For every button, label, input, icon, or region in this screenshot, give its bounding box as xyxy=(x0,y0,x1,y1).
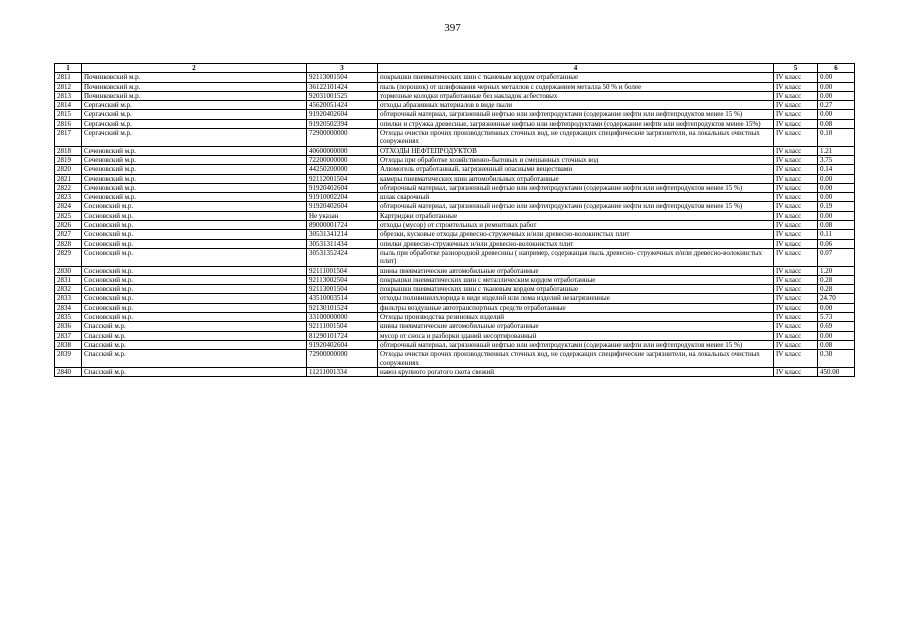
waste-code: 92113001504 xyxy=(307,285,378,294)
district-name: Починковский м.р. xyxy=(82,91,307,100)
waste-code: 92031001525 xyxy=(307,91,378,100)
row-number: 2833 xyxy=(55,294,82,303)
district-name: Сосновский м.р. xyxy=(82,266,307,275)
amount: 0.07 xyxy=(818,248,855,266)
amount: 0.00 xyxy=(818,73,855,82)
amount: 450.00 xyxy=(818,367,855,376)
hazard-class: IV класс xyxy=(774,73,818,82)
waste-table xyxy=(54,63,855,377)
district-name: Сосновский м.р. xyxy=(82,230,307,239)
waste-code: 36122101424 xyxy=(307,82,378,91)
district-name: Сосновский м.р. xyxy=(82,294,307,303)
district-name: Сеченовский м.р. xyxy=(82,193,307,202)
waste-code: 72900000000 xyxy=(307,129,378,147)
hazard-class: IV класс xyxy=(774,155,818,164)
waste-description: тормозные колодки отработанные без накладок асбестовых xyxy=(378,91,774,100)
hazard-class: IV класс xyxy=(774,322,818,331)
district-name: Спасский м.р. xyxy=(82,350,307,368)
waste-code: 81290101724 xyxy=(307,331,378,340)
hazard-class: IV класс xyxy=(774,350,818,368)
district-name: Сергачский м.р. xyxy=(82,129,307,147)
amount: 0.27 xyxy=(818,101,855,110)
waste-description: покрышки пневматических шин с металлическим кордом отработанные xyxy=(378,275,774,284)
amount: 0.08 xyxy=(818,340,855,349)
table-row xyxy=(55,101,855,110)
row-number: 2811 xyxy=(55,73,82,82)
row-number: 2823 xyxy=(55,193,82,202)
waste-description: пыль при обработке разнородной древесины ( например, содержащая пыль древесно- стружечных и/или древесно-волокнистых плит) xyxy=(378,248,774,266)
amount: 5.73 xyxy=(818,313,855,322)
table-row xyxy=(55,275,855,284)
row-number: 2828 xyxy=(55,239,82,248)
row-number: 2831 xyxy=(55,275,82,284)
table-row xyxy=(55,350,855,368)
waste-description: мусор от сноса и разборки зданий несортированный xyxy=(378,331,774,340)
row-number: 2829 xyxy=(55,248,82,266)
hazard-class: IV класс xyxy=(774,230,818,239)
waste-code: 92111001504 xyxy=(307,266,378,275)
waste-description: покрышки пневматических шин с тканевым кордом отработанные xyxy=(378,73,774,82)
amount: 0.00 xyxy=(818,183,855,192)
amount: 0.14 xyxy=(818,165,855,174)
district-name: Спасский м.р. xyxy=(82,322,307,331)
hazard-class: IV класс xyxy=(774,82,818,91)
waste-description: отходы абразивных материалов в виде пыли xyxy=(378,101,774,110)
hazard-class: IV класс xyxy=(774,275,818,284)
table-row xyxy=(55,248,855,266)
hazard-class: IV класс xyxy=(774,303,818,312)
waste-description: Алюмогель отработанный, загрязненный опасными веществами xyxy=(378,165,774,174)
waste-code: 91920402604 xyxy=(307,202,378,211)
table-row xyxy=(55,119,855,128)
table-row xyxy=(55,294,855,303)
table-row xyxy=(55,230,855,239)
hazard-class: IV класс xyxy=(774,340,818,349)
hazard-class: IV класс xyxy=(774,101,818,110)
district-name: Сергачский м.р. xyxy=(82,119,307,128)
column-header: 1 xyxy=(55,64,82,73)
amount: 0.08 xyxy=(818,221,855,230)
district-name: Спасский м.р. xyxy=(82,340,307,349)
district-name: Сеченовский м.р. xyxy=(82,183,307,192)
waste-code: 45620051424 xyxy=(307,101,378,110)
waste-code: 92113002504 xyxy=(307,275,378,284)
amount: 0.00 xyxy=(818,331,855,340)
district-name: Сосновский м.р. xyxy=(82,303,307,312)
amount: 0.00 xyxy=(818,211,855,220)
waste-code: 72200000000 xyxy=(307,155,378,164)
table-row xyxy=(55,266,855,275)
district-name: Починковский м.р. xyxy=(82,73,307,82)
row-number: 2813 xyxy=(55,91,82,100)
waste-code: 40600000000 xyxy=(307,146,378,155)
amount: 0.00 xyxy=(818,110,855,119)
hazard-class: IV класс xyxy=(774,239,818,248)
hazard-class: IV класс xyxy=(774,165,818,174)
waste-description: пыль (порошок) от шлифования черных металлов с содержанием металла 50 % и более xyxy=(378,82,774,91)
waste-code: 33100000000 xyxy=(307,313,378,322)
row-number: 2815 xyxy=(55,110,82,119)
row-number: 2839 xyxy=(55,350,82,368)
amount: 3.75 xyxy=(818,155,855,164)
district-name: Сосновский м.р. xyxy=(82,285,307,294)
district-name: Сосновский м.р. xyxy=(82,221,307,230)
district-name: Сергачский м.р. xyxy=(82,101,307,110)
amount: 0.30 xyxy=(818,350,855,368)
waste-description: обтирочный материал, загрязненный нефтью или нефтепродуктами (содержание нефти или нефтепродуктов менее 15 %) xyxy=(378,202,774,211)
table-row xyxy=(55,202,855,211)
hazard-class: IV класс xyxy=(774,211,818,220)
waste-code: 92113001504 xyxy=(307,73,378,82)
row-number: 2824 xyxy=(55,202,82,211)
table-row xyxy=(55,285,855,294)
table-row xyxy=(55,193,855,202)
hazard-class: IV класс xyxy=(774,285,818,294)
hazard-class: IV класс xyxy=(774,221,818,230)
hazard-class: IV класс xyxy=(774,313,818,322)
row-number: 2837 xyxy=(55,331,82,340)
table-row xyxy=(55,340,855,349)
table-row xyxy=(55,129,855,147)
waste-code: 11211001334 xyxy=(307,367,378,376)
hazard-class: IV класс xyxy=(774,266,818,275)
amount: 24.70 xyxy=(818,294,855,303)
district-name: Сосновский м.р. xyxy=(82,313,307,322)
row-number: 2826 xyxy=(55,221,82,230)
amount: 0.00 xyxy=(818,82,855,91)
waste-description: шины пневматические автомобильные отработанные xyxy=(378,266,774,275)
waste-description: шины пневматические автомобильные отработанные xyxy=(378,322,774,331)
row-number: 2836 xyxy=(55,322,82,331)
hazard-class: IV класс xyxy=(774,146,818,155)
district-name: Сосновский м.р. xyxy=(82,248,307,266)
row-number: 2835 xyxy=(55,313,82,322)
table-row xyxy=(55,146,855,155)
waste-description: шлак сварочный xyxy=(378,193,774,202)
table-row xyxy=(55,82,855,91)
amount: 0.00 xyxy=(818,303,855,312)
waste-code: 30531352424 xyxy=(307,248,378,266)
district-name: Сеченовский м.р. xyxy=(82,155,307,164)
amount: 0.00 xyxy=(818,91,855,100)
hazard-class: IV класс xyxy=(774,129,818,147)
waste-code: 72900000000 xyxy=(307,350,378,368)
amount: 0.69 xyxy=(818,322,855,331)
table-row xyxy=(55,322,855,331)
waste-description: ОТХОДЫ НЕФТЕПРОДУКТОВ xyxy=(378,146,774,155)
waste-code: 92130101524 xyxy=(307,303,378,312)
waste-description: навоз крупного рогатого скота свежий xyxy=(378,367,774,376)
column-header: 4 xyxy=(378,64,774,73)
amount: 0.28 xyxy=(818,285,855,294)
row-number: 2821 xyxy=(55,174,82,183)
waste-code: 91920402604 xyxy=(307,110,378,119)
waste-code: 30531341214 xyxy=(307,230,378,239)
district-name: Сосновский м.р. xyxy=(82,202,307,211)
amount: 0.11 xyxy=(818,230,855,239)
district-name: Сеченовский м.р. xyxy=(82,146,307,155)
waste-description: фильтры воздушные автотранспортных средств отработанные xyxy=(378,303,774,312)
district-name: Сосновский м.р. xyxy=(82,211,307,220)
hazard-class: IV класс xyxy=(774,91,818,100)
row-number: 2814 xyxy=(55,101,82,110)
column-header: 2 xyxy=(82,64,307,73)
district-name: Сеченовский м.р. xyxy=(82,165,307,174)
table-row xyxy=(55,313,855,322)
waste-code: 92112001504 xyxy=(307,174,378,183)
hazard-class: IV класс xyxy=(774,202,818,211)
column-header: 3 xyxy=(307,64,378,73)
amount: 0.28 xyxy=(818,275,855,284)
waste-code: 91920502394 xyxy=(307,119,378,128)
row-number: 2812 xyxy=(55,82,82,91)
waste-description: камеры пневматических шин автомобильных отработанные xyxy=(378,174,774,183)
row-number: 2820 xyxy=(55,165,82,174)
row-number: 2822 xyxy=(55,183,82,192)
table-row xyxy=(55,367,855,376)
waste-code: 91920402604 xyxy=(307,183,378,192)
waste-code: 91920402604 xyxy=(307,340,378,349)
amount: 1.21 xyxy=(818,146,855,155)
row-number: 2830 xyxy=(55,266,82,275)
waste-code: 44250200000 xyxy=(307,165,378,174)
amount: 1.20 xyxy=(818,266,855,275)
waste-description: Отходы очистки прочих производственных сточных вод, не содержащих специфические загрязнители, на локальных очистных сооружениях xyxy=(378,129,774,147)
table-row xyxy=(55,239,855,248)
waste-description: Отходы производства резиновых изделий xyxy=(378,313,774,322)
waste-code: Не указан xyxy=(307,211,378,220)
hazard-class: IV класс xyxy=(774,331,818,340)
waste-code: 92111001504 xyxy=(307,322,378,331)
row-number: 2838 xyxy=(55,340,82,349)
row-number: 2827 xyxy=(55,230,82,239)
amount: 0.06 xyxy=(818,239,855,248)
waste-description: Отходы при обработке хозяйственно-бытовых и смешанных сточных вод xyxy=(378,155,774,164)
table-row xyxy=(55,91,855,100)
waste-description: обтирочный материал, загрязненный нефтью или нефтепродуктами (содержание нефти или нефтепродуктов менее 15 %) xyxy=(378,110,774,119)
waste-description: обрезки, кусковые отходы древесно-стружечных и/или древесно-волокнистых плит xyxy=(378,230,774,239)
table-row xyxy=(55,183,855,192)
district-name: Починковский м.р. xyxy=(82,82,307,91)
hazard-class: IV класс xyxy=(774,367,818,376)
hazard-class: IV класс xyxy=(774,193,818,202)
district-name: Сеченовский м.р. xyxy=(82,174,307,183)
row-number: 2818 xyxy=(55,146,82,155)
district-name: Сергачский м.р. xyxy=(82,110,307,119)
amount: 0.00 xyxy=(818,193,855,202)
table-row xyxy=(55,165,855,174)
waste-description: покрышки пневматических шин с тканевым кордом отработанные xyxy=(378,285,774,294)
table-row xyxy=(55,174,855,183)
hazard-class: IV класс xyxy=(774,174,818,183)
waste-description: обтирочный материал, загрязненный нефтью или нефтепродуктами (содержание нефти или нефтепродуктов менее 15 %) xyxy=(378,183,774,192)
waste-code: 30531311434 xyxy=(307,239,378,248)
district-name: Сосновский м.р. xyxy=(82,275,307,284)
waste-description: опилки древесно-стружечных и/или древесно-волокнистых плит xyxy=(378,239,774,248)
waste-description: Картриджи отработанные xyxy=(378,211,774,220)
table-row xyxy=(55,155,855,164)
header-row xyxy=(55,64,855,73)
column-header: 5 xyxy=(774,64,818,73)
row-number: 2832 xyxy=(55,285,82,294)
hazard-class: IV класс xyxy=(774,119,818,128)
hazard-class: IV класс xyxy=(774,248,818,266)
waste-description: обтирочный материал, загрязненный нефтью или нефтепродуктами (содержание нефти или нефтепродуктов менее 15 %) xyxy=(378,340,774,349)
table-row xyxy=(55,221,855,230)
waste-description: отходы поливинилхлорида в виде изделий или лома изделий незагрязненные xyxy=(378,294,774,303)
column-header: 6 xyxy=(818,64,855,73)
amount: 0.08 xyxy=(818,119,855,128)
row-number: 2816 xyxy=(55,119,82,128)
district-name: Спасский м.р. xyxy=(82,331,307,340)
table-row xyxy=(55,331,855,340)
row-number: 2817 xyxy=(55,129,82,147)
waste-code: 43510003514 xyxy=(307,294,378,303)
amount: 0.19 xyxy=(818,202,855,211)
hazard-class: IV класс xyxy=(774,294,818,303)
hazard-class: IV класс xyxy=(774,110,818,119)
row-number: 2834 xyxy=(55,303,82,312)
row-number: 2840 xyxy=(55,367,82,376)
table-row xyxy=(55,303,855,312)
page-number: 397 xyxy=(444,22,461,34)
row-number: 2825 xyxy=(55,211,82,220)
waste-code: 89000001724 xyxy=(307,221,378,230)
amount: 0.00 xyxy=(818,174,855,183)
amount: 0.10 xyxy=(818,129,855,147)
district-name: Сосновский м.р. xyxy=(82,239,307,248)
table-row xyxy=(55,211,855,220)
row-number: 2819 xyxy=(55,155,82,164)
waste-description: опилки и стружка древесные, загрязненные нефтью или нефтепродуктами (содержание нефти или нефтепродуктов менее 15%) xyxy=(378,119,774,128)
table-row xyxy=(55,110,855,119)
hazard-class: IV класс xyxy=(774,183,818,192)
waste-description: Отходы очистки прочих производственных сточных вод, не содержащих специфические загрязнители, на локальных очистных сооружениях xyxy=(378,350,774,368)
table-row xyxy=(55,73,855,82)
district-name: Спасский м.р. xyxy=(82,367,307,376)
waste-description: отходы (мусор) от строительных и ремонтных работ xyxy=(378,221,774,230)
waste-code: 91910002204 xyxy=(307,193,378,202)
